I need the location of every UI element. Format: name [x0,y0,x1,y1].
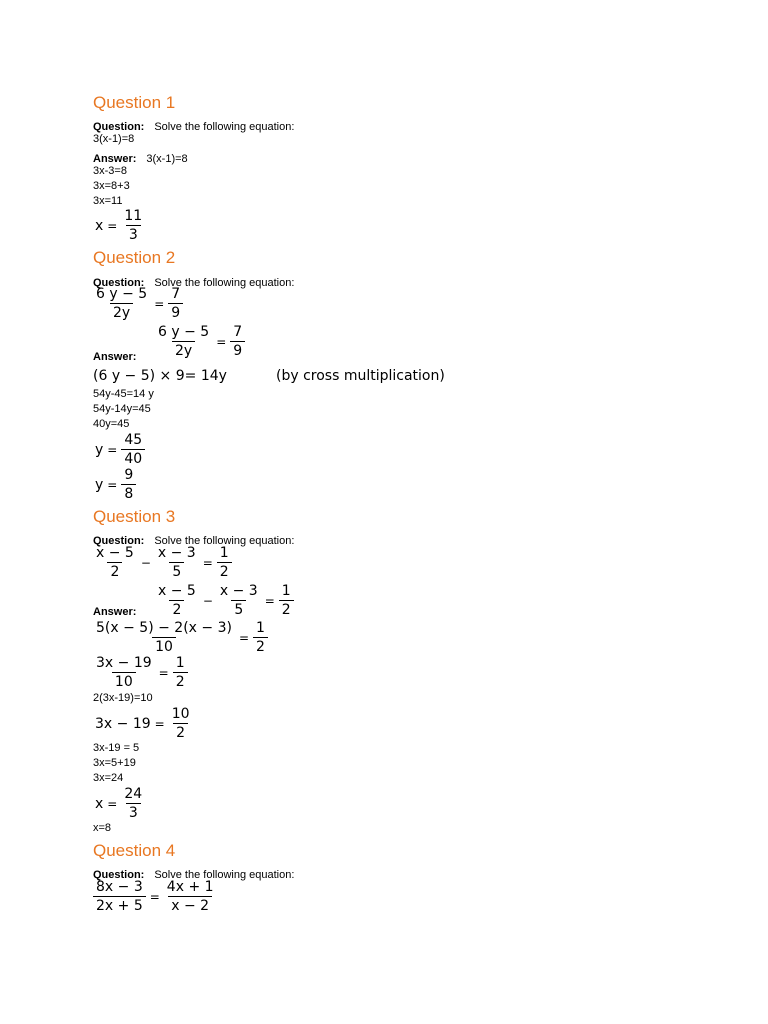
denominator: 2 [279,600,294,618]
numerator: 1 [256,620,265,636]
denominator: 5 [169,562,184,580]
numerator: x − 5 [96,545,134,561]
q2-equation [93,286,183,321]
q4-equation [93,879,217,914]
fraction [121,467,136,502]
fraction [217,583,261,618]
math-var: y [95,441,104,458]
q1-prompt: Solve the following equation: [154,121,295,133]
answer-label: Answer: [93,153,137,165]
denominator: 5 [231,600,246,618]
q2-step-2: 54y-14y=45 [93,403,151,415]
fraction [93,879,146,914]
question-label: Question: [93,277,145,289]
fraction [279,583,294,618]
q2-final-1 [95,432,145,467]
denominator: 2 [253,637,268,655]
q3-step-simplified [93,655,188,690]
numerator: x − 5 [158,583,196,599]
numerator: 4x + 1 [166,879,214,895]
q3-final [95,786,145,821]
fraction [93,286,150,321]
math-operator: = [107,477,118,492]
denominator: 2 [217,562,232,580]
q2-final-2 [95,467,136,502]
fraction [230,324,245,359]
answer-label: Answer: [93,606,137,618]
math-operator: = [154,296,165,311]
denominator: 2y [110,303,133,321]
math-operator: = [149,889,160,904]
denominator: 2y [172,341,195,359]
math-operator: = [202,555,213,570]
fraction [121,786,145,821]
fraction [169,706,193,741]
math-operator: = [158,665,169,680]
question-label: Question: [93,535,145,547]
question-2-heading: Question 2 [93,248,176,267]
q3-equation [93,545,232,580]
q3-step-3 [95,706,193,741]
q1-equation: 3(x-1)=8 [93,133,135,145]
math-operator: = [154,716,165,731]
fraction [121,208,145,243]
math-var: x [95,217,104,234]
question-label: Question: [93,121,145,133]
math-operator: = [264,593,275,608]
math-expression: 3x − 19 [95,715,151,732]
math-var: y [95,476,104,493]
fraction [93,655,155,690]
q2-cross-note: (by cross multiplication) [276,368,445,384]
denominator: x − 2 [168,896,212,914]
math-operator: = [216,334,227,349]
numerator: 5(x − 5) − 2(x − 3) [96,620,232,636]
fraction [155,545,199,580]
q2-step-1: 54y-45=14 y [93,388,154,400]
fraction [155,583,199,618]
q3-step-combined [93,620,268,655]
answer-label: Answer: [93,351,137,363]
q2-answer-equation [155,324,245,359]
q1-final-expression [95,208,145,243]
q1-step-1: 3x-3=8 [93,165,127,177]
q3-answer-equation [155,583,294,618]
denominator: 2 [169,600,184,618]
numerator: 1 [175,655,185,671]
denominator: 2 [107,562,122,580]
q3-prompt: Solve the following equation: [154,535,295,547]
q4-prompt: Solve the following equation: [154,869,295,881]
numerator: 7 [233,324,243,340]
denominator: 9 [168,303,183,321]
fraction [168,286,183,321]
numerator: 11 [124,208,143,224]
denominator: 10 [112,672,136,690]
numerator: 8x − 3 [96,879,143,895]
q1-answer-first: 3(x-1)=8 [146,153,188,165]
math-operator: − [202,593,213,608]
numerator: 1 [219,545,229,561]
numerator: x − 3 [157,545,196,561]
denominator: 2 [173,723,188,741]
math-operator: − [140,555,151,570]
fraction [93,545,137,580]
document-page [93,0,693,1024]
q1-step-3: 3x=11 [93,195,123,207]
math-operator: = [107,442,118,457]
question-3-heading: Question 3 [93,507,176,526]
fraction [253,620,268,655]
q3-line-1: 2(3x-19)=10 [93,692,153,704]
numerator: 45 [124,432,143,448]
q3-step-5: 3x=5+19 [93,757,136,769]
fraction [164,879,217,914]
q2-cross-multiplication: (6 y − 5) × 9= 14y [93,368,227,384]
numerator: 7 [171,286,181,302]
question-4-heading: Question 4 [93,841,176,860]
question-1-heading: Question 1 [93,93,176,112]
q3-step-6: 3x=24 [93,772,124,784]
numerator: 9 [124,467,134,483]
math-operator: = [107,218,118,233]
q3-result: x=8 [93,822,112,834]
q3-step-4: 3x-19 = 5 [93,742,140,754]
denominator: 3 [126,225,141,243]
denominator: 3 [126,803,141,821]
numerator: 6 y − 5 [158,324,210,340]
fraction [93,620,235,655]
math-operator: = [238,630,250,645]
numerator: 1 [281,583,291,599]
numerator: 24 [124,786,143,802]
math-var: x [95,795,104,812]
fraction [173,655,188,690]
numerator: x − 3 [219,583,258,599]
denominator: 10 [152,637,176,655]
numerator: 3x − 19 [96,655,152,671]
question-label: Question: [93,869,145,881]
q2-prompt: Solve the following equation: [154,277,295,289]
fraction [217,545,232,580]
q1-step-2: 3x=8+3 [93,180,130,192]
denominator: 9 [230,341,245,359]
fraction [155,324,212,359]
q2-step-3: 40y=45 [93,418,130,430]
denominator: 2x + 5 [93,896,146,914]
denominator: 8 [121,484,136,502]
numerator: 10 [171,706,190,722]
fraction [121,432,145,467]
denominator: 40 [121,449,145,467]
numerator: 6 y − 5 [96,286,148,302]
denominator: 2 [173,672,188,690]
math-operator: = [107,796,118,811]
